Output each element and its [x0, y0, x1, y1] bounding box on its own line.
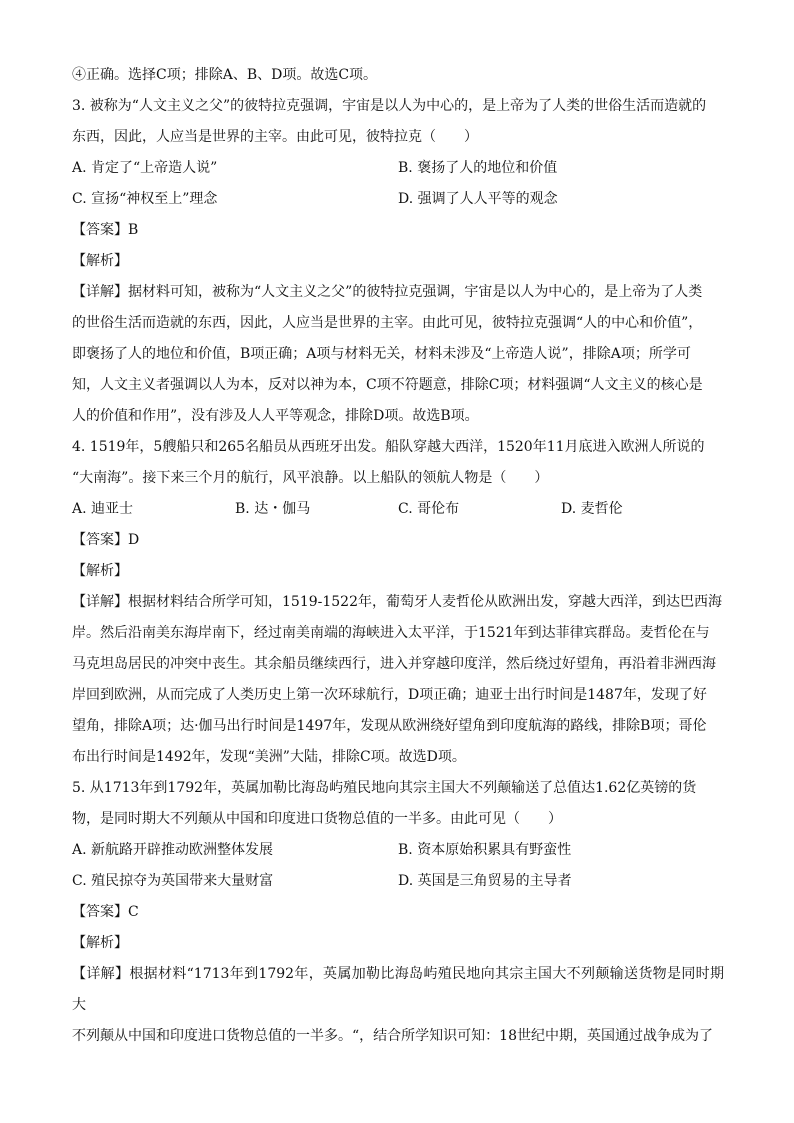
- text-line: 人的价值和作用”，没有涉及人人平等观念，排除D项。故选B项。: [72, 408, 479, 424]
- answer-option: A. 迪亚士: [72, 501, 134, 517]
- answer-option: D. 强调了人人平等的观念: [398, 191, 558, 207]
- answer-option: C. 宣扬“神权至上”理念: [72, 191, 218, 207]
- option-row: [72, 835, 724, 866]
- text-line: 【答案】B: [72, 222, 139, 238]
- answer-option: B. 达・伽马: [235, 501, 311, 517]
- text-line: 的世俗生活而造就的东西，因此，人应当是世界的主宰。由此可见，彼特拉克强调“人的中心和价值”，: [72, 315, 703, 331]
- answer-option: C. 殖民掠夺为英国带来大量财富: [72, 873, 274, 889]
- text-line: 【解析】: [72, 563, 128, 579]
- text-line: 岸回到欧洲，从而完成了人类历史上第一次环球航行，D项正确；迪亚士出行时间是1487年，发现了好: [72, 687, 707, 703]
- answer-option: A. 肯定了“上帝造人说”: [72, 160, 218, 176]
- text-line: 【详解】根据材料结合所学可知，1519-1522年，葡萄牙人麦哲伦从欧洲出发，穿越大西洋，到达巴西海: [72, 594, 722, 610]
- option-row: [72, 494, 724, 525]
- text-line: 【详解】根据材料“1713年到1792年，英属加勒比海岛屿殖民地向其宗主国大不列颠输送货物是同时期大: [72, 966, 724, 1013]
- answer-option: D. 麦哲伦: [561, 501, 623, 517]
- text-line: ④正确。选择C项；排除A、B、D项。故选C项。: [72, 67, 378, 83]
- text-line: “大南海”。接下来三个月的航行，风平浪静。以上船队的领航人物是（ ）: [72, 470, 549, 486]
- option-row: [72, 866, 724, 897]
- text-line: 【解析】: [72, 935, 128, 951]
- text-line: 5. 从1713年到1792年，英属加勒比海岛屿殖民地向其宗主国大不列颠输送了总值达1.62亿英镑的货: [72, 780, 697, 796]
- text-line: 布出行时间是1492年，发现“美洲”大陆，排除C项。故选D项。: [72, 749, 466, 765]
- text-line: 即褒扬了人的地位和价值，B项正确；A项与材料无关，材料未涉及“上帝造人说”，排除A项；所学可: [72, 346, 691, 362]
- document-body: [72, 60, 724, 1052]
- text-line: 【解析】: [72, 253, 128, 269]
- option-row: [72, 153, 724, 184]
- answer-option: C. 哥伦布: [398, 501, 460, 517]
- text-line: 4. 1519年，5艘船只和265名船员从西班牙出发。船队穿越大西洋，1520年11月底进入欧洲人所说的: [72, 439, 705, 455]
- answer-option: D. 英国是三角贸易的主导者: [398, 873, 572, 889]
- answer-option: B. 资本原始积累具有野蛮性: [398, 842, 572, 858]
- text-line: 物，是同时期大不列颠从中国和印度进口货物总值的一半多。由此可见（ ）: [72, 811, 562, 827]
- text-line: 【答案】C: [72, 904, 139, 920]
- text-line: 马克坦岛居民的冲突中丧生。其余船员继续西行，进入并穿越印度洋，然后绕过好望角，再沿着非洲西海: [72, 656, 716, 672]
- option-row: [72, 184, 724, 215]
- text-line: 【详解】据材料可知，被称为“人文主义之父”的彼特拉克强调，宇宙是以人为中心的，是上帝为了人类: [72, 284, 703, 300]
- text-line: 望角，排除A项；达·伽马出行时间是1497年，发现从欧洲绕好望角到印度航海的路线，排除B项；哥伦: [72, 718, 707, 734]
- text-line: 【答案】D: [72, 532, 140, 548]
- text-line: 知，人文主义者强调以人为本，反对以神为本，C项不符题意，排除C项；材料强调“人文主义的核心是: [72, 377, 703, 393]
- text-line: 岸。然后沿南美东海岸南下，经过南美南端的海峡进入太平洋，于1521年到达菲律宾群岛。麦哲伦在与: [72, 625, 710, 641]
- text-line: 东西，因此，人应当是世界的主宰。由此可见，彼特拉克（ ）: [72, 129, 478, 145]
- answer-option: B. 褒扬了人的地位和价值: [398, 160, 558, 176]
- answer-option: A. 新航路开辟推动欧洲整体发展: [72, 842, 274, 858]
- text-line: 3. 被称为“人文主义之父”的彼特拉克强调，宇宙是以人为中心的，是上帝为了人类的世俗生活而造就的: [72, 98, 707, 114]
- text-line: 不列颠从中国和印度进口货物总值的一半多。“，结合所学知识可知：18世纪中期，英国通过战争成为了: [72, 1028, 713, 1044]
